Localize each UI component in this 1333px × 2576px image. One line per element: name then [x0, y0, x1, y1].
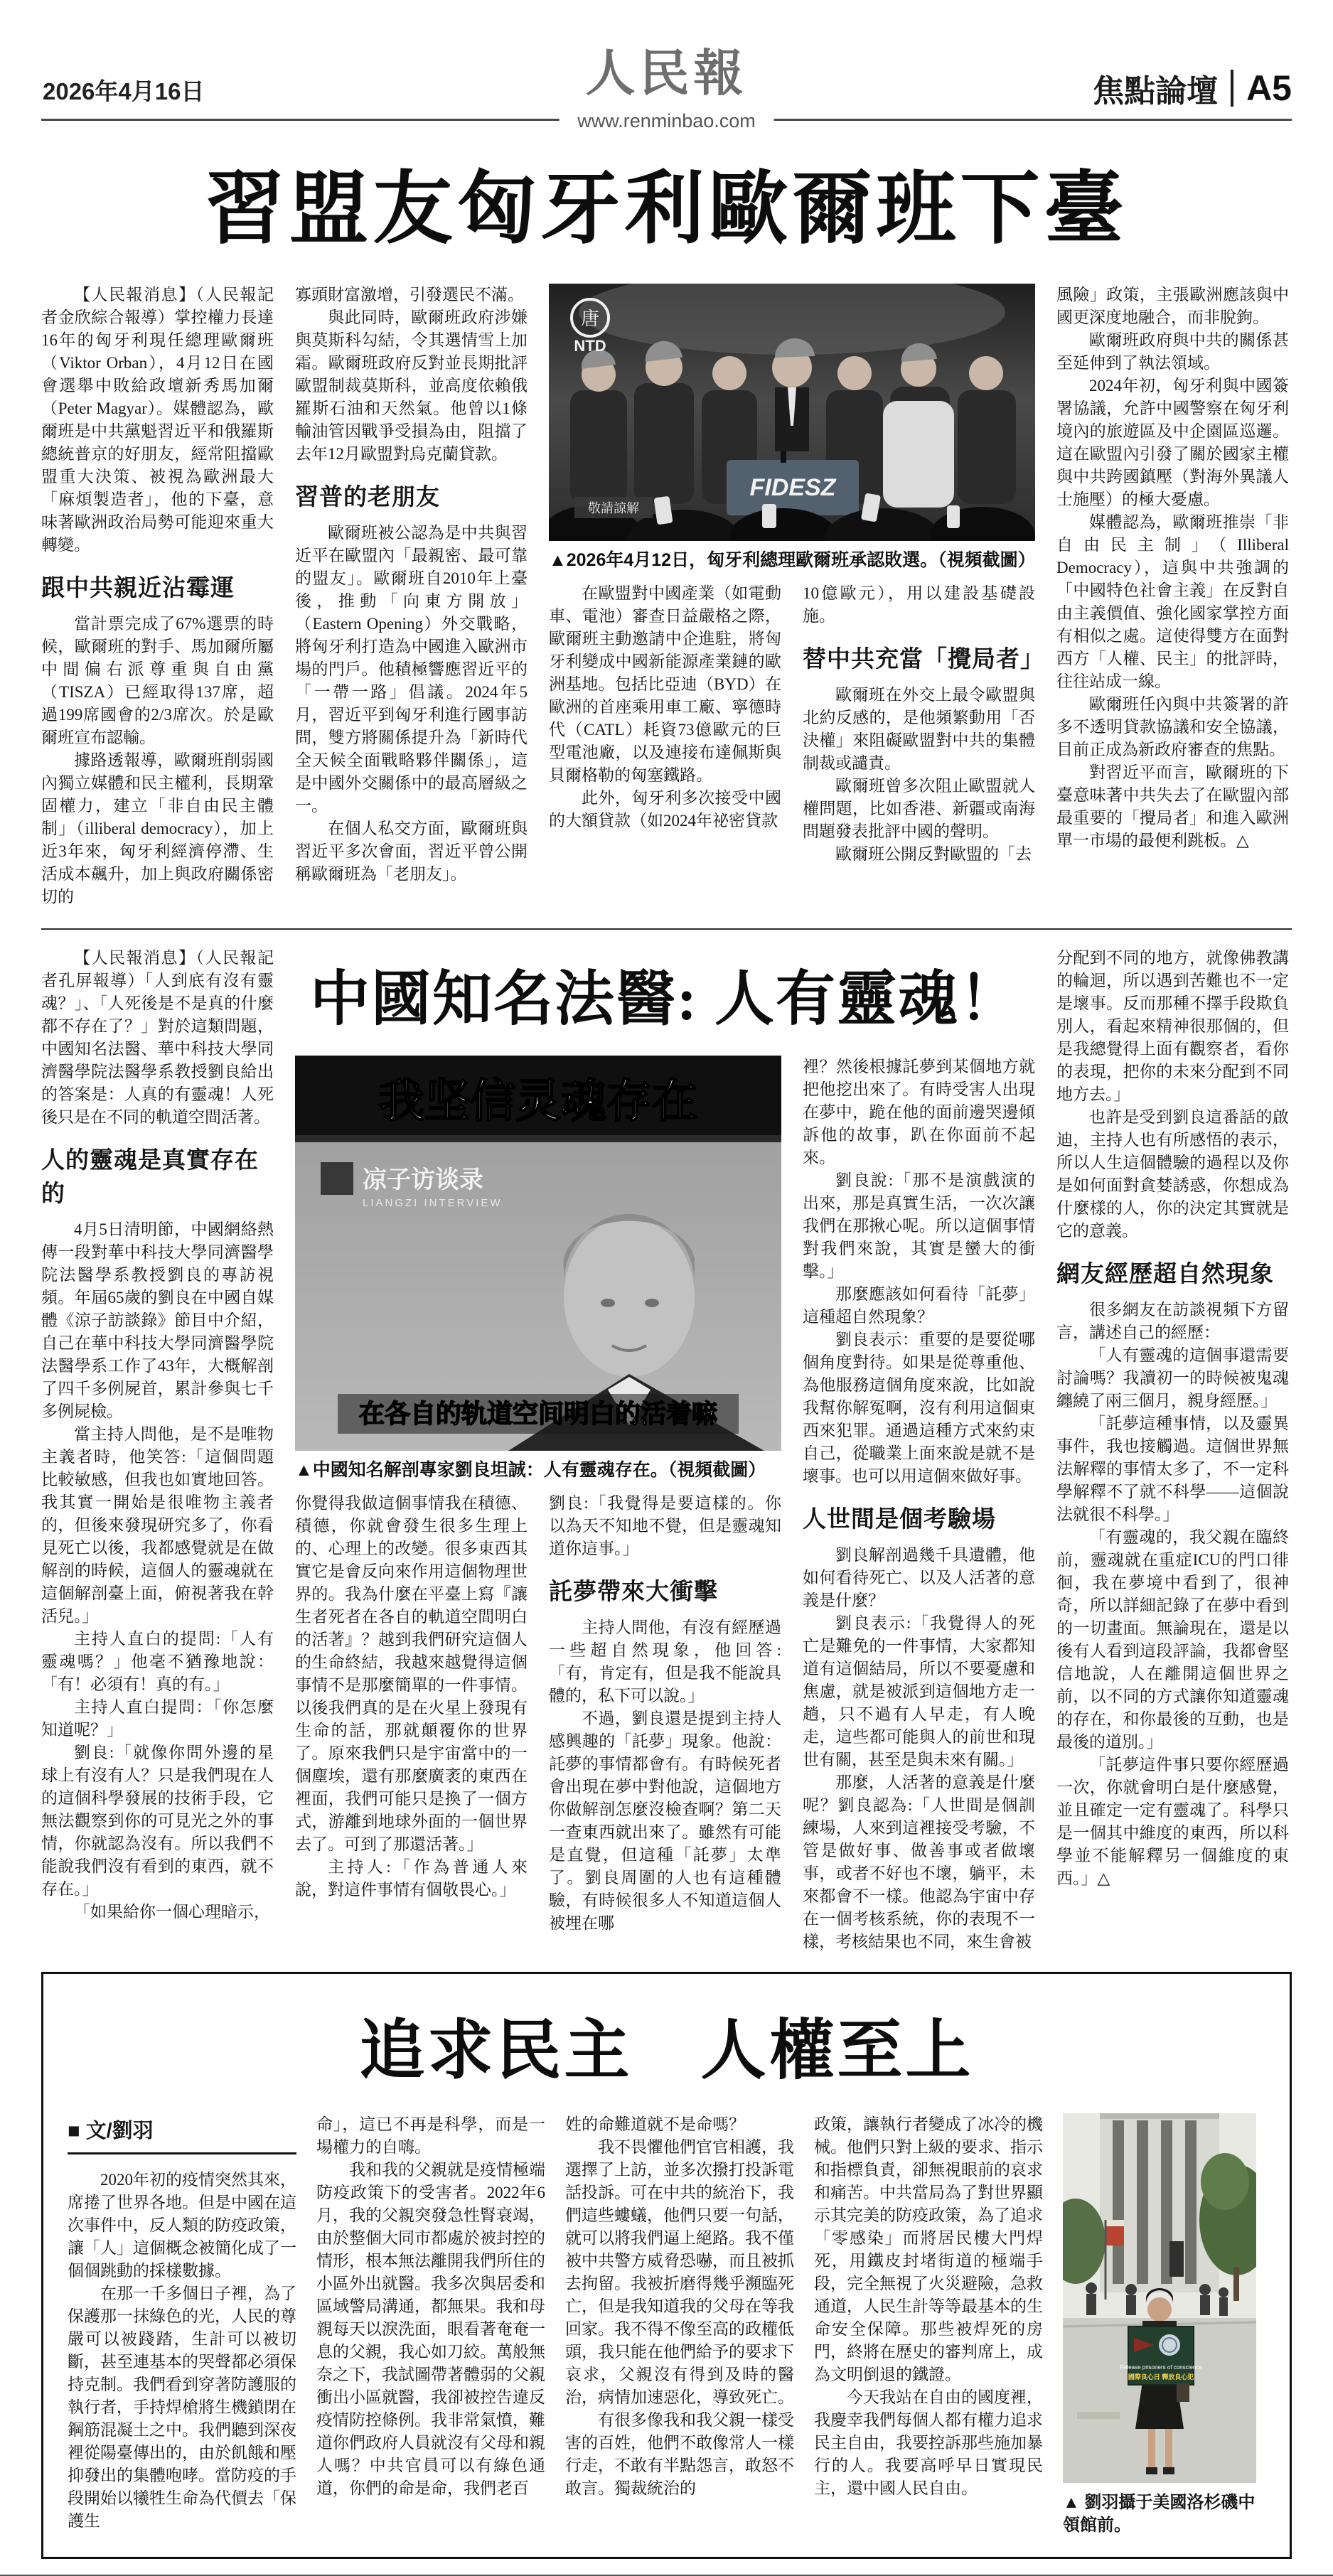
program-logo-cn: 凉子访谈录 [363, 1166, 483, 1193]
article2-columns [41, 947, 1292, 1953]
paragraph: 也許是受到劉良這番話的啟迪，主持人也有所感悟的表示，所以人生這個體驗的過程以及你是如何面對貪婪誘惑，你想成為什麼樣的人，你的決定其實就是它的意義。 [1056, 1108, 1289, 1240]
subheading: 網友經歷超自然現象 [1056, 1260, 1274, 1287]
paragraph: 媒體認為，歐爾班推崇「非自由民主制」（Illiberal Democracy），這與中共強調的「中國特色社會主義」在反對自由主義價值、強化國家掌控方面有相似之處。這使得雙方在面對西方「人權、民主」的批評時，往往站成一線。 [1056, 513, 1289, 690]
article2-headline: 中國知名法醫: 人有靈魂！ [310, 967, 1020, 1033]
article3-box [41, 1972, 1292, 2559]
notice-label-text: 敬請諒解 [588, 501, 639, 515]
article1-col2 [295, 284, 528, 886]
masthead-url: www.renminbao.com [559, 110, 774, 132]
paragraph: 主持人直白提問：「你怎麼知道呢？」 [41, 1698, 274, 1739]
article3-col1 [68, 2169, 296, 2533]
paragraph: 「有靈魂的，我父親在臨終前，靈魂就在重症ICU的門口徘徊，我在夢境中看到了，很神奇，所以詳細記錄了在夢中看到的一切畫面。無論現在，還是以後有人看到這段評論，我都會堅信地說，人在離開這個世界之前，以不同的方式讓你知道靈魂的存在，和你最後的互動，也是最後的道別。」 [1056, 1528, 1289, 1751]
masthead-title: 人民報 [585, 47, 748, 102]
paragraph: 在個人私交方面，歐爾班與習近平多次會面，習近平曾公開稱歐爾班為「老朋友」。 [295, 820, 528, 883]
paragraph: 歐爾班被公認為是中共與習近平在歐盟內「最親密、最可靠的盟友」。歐爾班自2010年上臺後，推動「向東方開放」（Eastern Opening）外交戰略，將匈牙利打造為中國進入歐洲市場的門戶。他積極響應習近平的「一帶一路」倡議。2024年5月，習近平到匈牙利進行國事訪問，雙方將關係提升為「新時代全天候全面戰略夥伴關係」，這是中國外交關係中的最高層級之一。 [295, 524, 528, 815]
article2-photo-block [295, 1056, 781, 1935]
paragraph: 主持人問他，有沒有經歷過一些超自然現象，他回答:「有，肯定有，但是我不能說具體的，私下可以說。」 [549, 1619, 781, 1705]
article2-col5 [1056, 947, 1289, 1890]
paragraph: 很多網友在訪談視頻下方留言，講述自己的經歷： [1056, 1301, 1289, 1341]
header-divider [1231, 70, 1233, 107]
placard-line2: 國際良心日 釋放良心犯 [1128, 2373, 1194, 2381]
paragraph: 那麼應該如何看待「託夢」這種超自然現象？ [803, 1285, 1035, 1326]
article1-headline: 習盟友匈牙利歐爾班下臺 [205, 166, 1128, 254]
paragraph: 我和我的父親就是疫情極端防疫政策下的受害者。2022年6月，我的父親突發急性腎衰竭，由於整個大同市都處於被封控的情形，根本無法離開我們所住的小區外出就醫。我多次與居委和區域警局溝通，都無果。我和母親每天以淚洗面，眼看著奄奄一息的父親，我心如刀絞。萬般無奈之下，我試圖帶著體弱的父親衝出小區就醫，我卻被控告違反疫情防控條例。我非常氣憤，難道你們政府人員就沒有父母和親人嗎？中共官員可以有綠色通道，你們的命是命，我們老百 [316, 2161, 545, 2497]
article3-columns [68, 2113, 1265, 2537]
paragraph: 姓的命難道就不是命嗎？ [565, 2115, 745, 2133]
paragraph: 歐爾班曾多次阻止歐盟就人權問題，比如香港、新疆或南海問題發表批評中國的聲明。 [803, 777, 1035, 840]
paragraph: 對習近平而言，歐爾班的下臺意味著中共失去了在歐盟內部最重要的「攪局者」和進入歐洲單一市場的最便利跳板。△ [1056, 763, 1289, 849]
article2-col2 [295, 1492, 528, 1901]
paragraph: 「如果給你一個心理暗示， [74, 1903, 270, 1921]
paragraph: 主持人:「作為普通人來說，對這件事情有個敬畏心。」 [295, 1858, 528, 1899]
paragraph: 10億歐元），用以建設基礎設施。 [803, 584, 1035, 625]
paragraph: 當主持人問他，是不是唯物主義者時，他笑答:「這個問題比較敏感，但我也如實地回答。我其實一開始是很唯物主義者的，但後來發現研究多了，你看見死亡以後，我都感覺就是在做解剖的時候，這個人的靈魂就在這個解剖臺上面，俯視著我在幹活兒。」 [41, 1425, 274, 1625]
article1-col4 [803, 582, 1044, 866]
paragraph: 歐爾班公開反對歐盟的「去 [835, 845, 1032, 863]
article3-col1-wrap [68, 2113, 296, 2533]
paragraph: 2020年初的疫情突然其來，席捲了世界各地。但是中國在這次事件中，反人類的防疫政策，讓「人」這個概念被簡化成了一個個跳動的採樣數據。 [68, 2171, 296, 2280]
paragraph: 【人民報消息】（人民報記者金欣綜合報導）掌控權力長達16年的匈牙利現任總理歐爾班（Viktor Orban），4月12日在國會選舉中敗給政壇新秀馬加爾（Peter Magyar）。媒體認為，歐爾班是中共黨魁習近平和俄羅斯總統普京的好朋友，經常阻擋歐盟重大決策、被視為歐洲最大「麻煩製造者」，他的下臺，意味著歐洲政治局勢可能迎來重大轉變。 [41, 286, 274, 554]
paragraph: 4月5日清明節，中國網絡熱傳一段對華中科技大學同濟醫學院法醫學系教授劉良的專訪視頻。年屆65歲的劉良在中國自媒體《涼子訪談錄》節目中介紹，自己在華中科技大學同濟醫學院法醫學系工作了43年，大概解剖了四千多例屍首，累計參與七千多例屍檢。 [41, 1220, 274, 1420]
article1-columns [41, 284, 1292, 908]
article3-photo-caption: ▲ 劉羽攝于美國洛杉磯中領館前。 [1063, 2493, 1256, 2535]
paragraph: 有很多像我和我父親一樣受害的百姓，他們不敢像常人一樣行走，不敢有半點怨言，敢怒不敢言。獨裁統治的 [565, 2411, 794, 2497]
article3-photo-block [1063, 2113, 1256, 2537]
paragraph: 主持人直白的提問:「人有靈魂嗎？」他毫不猶豫地說：「有！必須有！真的有。」 [41, 1630, 274, 1693]
paragraph: 劉良說:「那不是演戲演的出來，那是真實生活，一次次讓我們在那揪心呢。所以這個事情對我們來說，其實是蠻大的衝擊。」 [803, 1171, 1035, 1280]
subtitle-strip [338, 1394, 739, 1434]
paragraph: 寡頭財富激增，引發選民不滿。 [295, 286, 524, 304]
article2-photo-caption: ▲中國知名解剖專家劉良坦誠：人有靈魂存在。（視頻截圖） [295, 1460, 766, 1480]
paragraph: 政策，讓執行者變成了冰冷的機械。他們只對上級的要求、指示和指標負責，卻無視眼前的哀求和痛苦。中共當局為了對世界顯示其完美的防疫政策，為了追求「零感染」而將居民樓大門焊死，用鐵皮封堵街道的極端手段，完全無視了火災避險，急救通道，人民生計等等最基本的生命安全保障。那些被焊死的房門，終將在歷史的審判席上，成為文明倒退的鐵證。 [814, 2115, 1043, 2383]
paragraph: 此外，匈牙利多次接受中國的大額貸款（如2024年祕密貸款 [549, 789, 781, 830]
podium-sign-text: FIDESZ [749, 474, 836, 501]
paragraph: 裡？然後根據託夢到某個地方就把他挖出來了。有時受害人出現在夢中，跪在他的面前邊哭邊傾訴他的故事，趴在你面前不起來。 [803, 1058, 1035, 1166]
paragraph: 「人有靈魂的這個事還需要討論嗎？我讀初一的時候被鬼魂纏繞了兩三個月，親身經歷。」 [1056, 1346, 1289, 1410]
article1-col5 [1056, 284, 1289, 852]
section-block [1093, 65, 1292, 111]
paragraph: 當計票完成了67%選票的時候，歐爾班的對手、馬加爾所屬中間偏右派尊重與自由黨（TISZA）已經取得137席，超過199席國會的2/3席次。於是歐爾班宣布認輸。 [41, 615, 274, 746]
article3-col2 [316, 2113, 545, 2500]
article3-col3 [565, 2113, 794, 2500]
byline: ■ 文/劉羽 [68, 2113, 296, 2154]
placard-line1: Release prisoners of conscience [1120, 2364, 1202, 2371]
paragraph: 在那一千多個日子裡，為了保護那一抹綠色的光，人民的尊嚴可以被踐踏，生計可以被切斷，甚至連基本的哭聲都必須保持克制。我們看到穿著防護服的執行者，手持焊槍將生機鎖閉在鋼筋混凝土之中。我們聽到深夜裡從陽臺傳出的，由於飢餓和壓抑發出的集體咆哮。當防疫的手段開始以犧牲生命為代價去「保護生 [68, 2285, 296, 2530]
paragraph: 與此同時，歐爾班政府涉嫌與莫斯科勾結，令其選情雪上加霜。歐爾班政府反對並長期批評歐盟制裁莫斯科，並高度依賴俄羅斯石油和天然氣。他曾以1條輸油管因戰爭受損為由，阻擋了去年12月歐盟對烏克蘭貸款。 [295, 308, 528, 463]
paragraph: 風險」政策，主張歐洲應該與中國更深度地融合，而非脫鉤。 [1056, 286, 1289, 326]
paragraph: 分配到不同的地方，就像佛教講的輪迴，所以遇到苦難也不一定是壞事。反而那種不擇手段欺負別人，看起來精神很那個的，但是我總覺得上面有觀察者，看你的表現，把你的未來分配到不同地方去。」 [1056, 949, 1289, 1103]
paragraph: 「託夢這件事只要你經歷過一次，你就會明白是什麼感覺，並且確定一定有靈魂了。科學只是一個其中維度的東西，所以科學並不能解釋另一個維度的東西。」△ [1056, 1756, 1289, 1887]
article-divider-rule [41, 928, 1292, 930]
masthead [586, 33, 748, 105]
paragraph: 歐爾班在外交上最令歐盟與北約反感的，是他頻繁動用「否決權」來阻礙歐盟對中共的集體制裁或譴責。 [803, 686, 1035, 772]
protest-photo [1063, 2113, 1256, 2483]
article1-photo-block [549, 284, 1044, 866]
paragraph: 歐爾班政府與中共的關係甚至延伸到了執法領域。 [1056, 331, 1289, 372]
paragraph: 2024年初，匈牙利與中國簽署協議，允許中國警察在匈牙利境內的旅遊區及中企園區巡邏。這在歐盟內引發了關於國家主權與中共跨國鎮壓（對海外異議人士施壓）的極大憂慮。 [1056, 377, 1289, 508]
ntd-logo-en: NTD [574, 337, 606, 355]
subheading: 跟中共親近沾霉運 [41, 574, 235, 601]
notice-label [574, 497, 653, 518]
paragraph: 命」，這已不再是科學，而是一場權力的自嗨。 [316, 2115, 545, 2156]
subheading: 人世間是個考驗場 [803, 1506, 996, 1532]
paragraph: 劉良表示:「我覺得人的死亡是難免的一件事情，大家都知道有這個結局，所以不要憂慮和焦慮，就是被派到這個地方走一趟，只不過有人早走，有人晚走，這些都可能與人的前世和現世有關，甚至是與未來有關。」 [803, 1614, 1035, 1769]
placard [1120, 2327, 1202, 2385]
subheading: 人的靈魂是真實存在的 [41, 1147, 259, 1206]
paragraph: 據路透報導，歐爾班削弱國內獨立媒體和民主權利，長期鞏固權力，建立「非自由民主體制」（illiberal democracy），加上近3年來，匈牙利經濟停滯、生活成本飆升，加上與政府關係密切的 [41, 751, 274, 906]
paragraph: 歐爾班任內與中共簽署的許多不透明貸款協議和安全協議，目前正成為新政府審查的焦點。 [1056, 695, 1289, 758]
orban-concession-photo [549, 284, 1035, 541]
paragraph: 那麼，人活著的意義是什麼呢？劉良認為:「人世間是個訓練場，人來到這裡接受考驗，不管是做好事、做善事或者做壞事，或者不好也不壞，躺平，未來都會不一樣。他認為宇宙中存在一個考核系統，你的表現不一樣，考核結果也不同，來生會被 [803, 1773, 1035, 1950]
paragraph: 【人民報消息】（人民報記者孔屏報導）「人到底有沒有靈魂？」、「人死後是不是真的什麼都不存在了？」對於這類問題，中國知名法醫、華中科技大學同濟醫學院法醫學系教授劉良給出的答案是：人真的有靈魂！人死後只是在不同的軌道空間活著。 [41, 949, 274, 1126]
paragraph: 劉良:「就像你問外邊的星球上有沒有人？只是我們現在人的這個科學發展的技術手段，它無法觀察到你的可見光之外的事情，你就認為沒有。所以我們不能說我們沒有看到的東西，就不存在。」 [41, 1744, 274, 1898]
paragraph: 劉良表示：重要的是要從哪個角度對待。如果是從尊重他、為他服務這個角度來說，比如說我幫你解冤啊，沒有利用這個東西來犯罪。通過這種方式來約束自己，從職業上面來說是就不是壞事。也可以用這個來做好事。 [803, 1331, 1035, 1485]
paragraph: 劉良解剖過幾千具遺體，他如何看待死亡、以及人活著的意義是什麼？ [803, 1546, 1035, 1609]
article1-photo-caption: ▲2026年4月12日，匈牙利總理歐爾班承認敗選。（視頻截圖） [549, 550, 1036, 570]
ntd-logo-cn: 唐 [580, 308, 600, 329]
article2-col3 [549, 1492, 781, 1935]
article2-col1 [41, 947, 274, 1923]
page-number: A5 [1246, 68, 1292, 108]
paragraph: 今天我站在自由的國度裡，我慶幸我們每個人都有權力追求民主自由，我要控訴那些施加暴行的人。我要高呼早日實現民主，還中國人民自由。 [814, 2388, 1043, 2497]
paragraph: 不過，劉良還是提到主持人感興趣的「託夢」現象。他說：託夢的事情都會有。有時候死者會出現在夢中對他說，這個地方你做解剖怎麼沒檢查啊？第二天一查東西就出來了。雖然有可能是直覺，但這種「託夢」太準了。劉良周圍的人也有這種體驗，有時候很多人不知道這個人被埋在哪 [549, 1710, 781, 1932]
article1-col1 [41, 284, 274, 908]
article1-subcolumns [549, 582, 1044, 866]
paragraph: 劉良:「我覺得是要這樣的。你以為天不知地不覺，但是靈魂知道你這事。」 [549, 1494, 781, 1557]
article1-col3 [549, 582, 781, 832]
page-header [41, 0, 1292, 132]
subheading: 替中共充當「攪局者」 [803, 645, 1044, 672]
issue-date: 2026年4月16日 [43, 78, 205, 104]
liuliang-interview-photo [295, 1056, 781, 1451]
program-logo-en: LIANGZI INTERVIEW [363, 1197, 503, 1209]
subtitle-text: 在各自的轨道空间明白的活着嘛 [358, 1399, 718, 1428]
paragraph: 「託夢這種事情，以及靈異事件，我也接觸過。這個世界無法解釋的事情太多了，不一定科學解釋不了就不科學——這個說法就很不科學。」 [1056, 1415, 1289, 1523]
article2-col4 [803, 1056, 1035, 1953]
article3-col4 [814, 2113, 1043, 2500]
article3-headline: 追求民主 人權至上 [359, 2014, 974, 2087]
article2-middle-block [295, 947, 1035, 1953]
paragraph: 在歐盟對中國產業（如電動車、電池）審查日益嚴格之際，歐爾班主動邀請中企進駐，將匈牙利變成中國新能源產業鏈的歐洲基地。包括比亞迪（BYD）在歐洲的首座乘用車工廠、寧德時代（CATL）耗資73億歐元的巨型電池廠，以及連接布達佩斯與貝爾格勒的匈塞鐵路。 [549, 584, 781, 784]
handbag [1177, 2383, 1189, 2402]
paragraph: 我不畏懼他們官官相護，我選擇了上訪，並多次撥打投訴電話投訴。可在中共的統治下，我們這些螻蟻，他們只要一句話，就可以將我們逼上絕路。我不僅被中共警方威脅恐嚇，而且被抓去拘留。我被折磨得幾乎瀕臨死亡，但是我知道我的父母在等我回家。我不得不像至高的政權低頭，我只能在他們給予的要求下哀求，父親沒有得到及時的醫治，病情加速惡化，導致死亡。 [565, 2138, 794, 2406]
paragraph: 你覺得我做這個事情我在積德、積德，你就會發生很多生理上的、心理上的改變。很多東西其實它是會反向來作用這個物理世界的。我為什麼在平臺上寫『讓生者死者在各自的軌道空間明白的活著』？越到我們研究這個人的生命終結，我越來越覺得這個事情不是那麼簡單的一件事情。以後我們真的是在火星上發現有生命的話，那就顛覆你的世界了。原來我們只是宇宙當中的一個塵埃，還有那麼廣袤的東西在裡面，我們可能只是換了一個方式，游離到地球外面的一個世界去了。可到了那還活著。」 [295, 1494, 528, 1853]
subheading: 託夢帶來大衝擊 [549, 1578, 718, 1604]
section-name: 焦點論壇 [1093, 74, 1219, 109]
subheading: 習普的老朋友 [295, 483, 440, 510]
banner-quote-text: 我坚信灵魂存在 [379, 1075, 697, 1127]
